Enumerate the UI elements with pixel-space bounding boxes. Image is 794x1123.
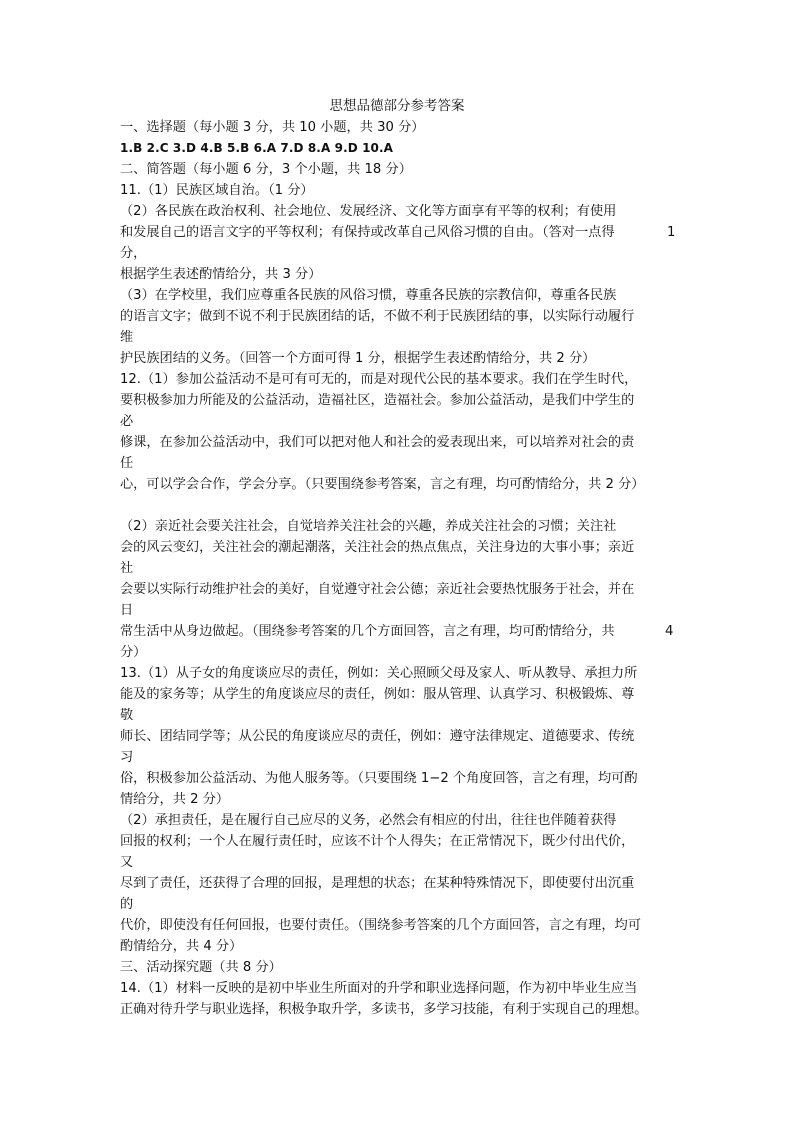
answer-line: 常生活中从身边做起。（围绕参考答案的几个方面回答，言之有理，均可酌情给分，共: [120, 624, 615, 639]
answer-line: 的: [120, 897, 134, 912]
answer-line: 修课，在参加公益活动中，我们可以把对他人和社会的爱表现出来，可以培养对社会的责: [120, 435, 635, 450]
answer-line: 维: [120, 330, 134, 345]
answer-line-overflow: 4: [665, 624, 674, 639]
answer-line: 11.（1）民族区域自治。（1 分）: [120, 183, 314, 198]
answer-line: 代价，即使没有任何回报，也要付责任。（围绕参考答案的几个方面回答，言之有理，均可: [120, 918, 641, 933]
answer-line-overflow: 1: [667, 225, 676, 240]
answer-line: 又: [120, 855, 134, 870]
section-heading: 二、简答题（每小题 6 分，3 个小题，共 18 分）: [120, 162, 412, 177]
answer-line: 社: [120, 561, 134, 576]
answer-line: 回报的权利；一个人在履行责任时，应该不计个人得失；在正常情况下，既少付出代价，: [120, 834, 635, 849]
answer-line: 任: [120, 456, 134, 471]
answer-line: 要积极参加力所能及的公益活动，造福社区，造福社会。参加公益活动，是我们中学生的: [120, 393, 635, 408]
page-title: 思想品德部分参考答案: [329, 98, 465, 114]
answer-line: 14.（1）材料一反映的是初中毕业生所面对的升学和职业选择问题，作为初中毕业生应当: [120, 981, 638, 996]
answer-line: 分）: [120, 645, 147, 660]
answer-line: 13.（1）从子女的角度谈应尽的责任，例如：关心照顾父母及家人、听从教导、承担力所: [120, 666, 638, 681]
answer-line: 护民族团结的义务。（回答一个方面可得 1 分，根据学生表述酌情给分，共 2 分）: [120, 351, 596, 366]
multiple-choice-answers: 1.B 2.C 3.D 4.B 5.B 6.A 7.D 8.A 9.D 10.A: [120, 141, 394, 155]
answer-line: 敬: [120, 708, 134, 723]
answer-line: （2）承担责任，是在履行自己应尽的义务，必然会有相应的付出，往往也伴随着获得: [120, 813, 617, 828]
section-heading: 三、活动探究题（共 8 分）: [120, 960, 282, 975]
answer-line: 能及的家务等；从学生的角度谈应尽的责任，例如：服从管理、认真学习、积极锻炼、尊: [120, 687, 635, 702]
answer-line: 正确对待升学与职业选择，积极争取升学，多读书，多学习技能，有利于实现自己的理想。: [120, 1002, 648, 1017]
answer-line: 日: [120, 603, 134, 618]
answer-line: 俗，积极参加公益活动、为他人服务等。（只要围绕 1−2 个角度回答，言之有理，均可酌: [120, 771, 638, 786]
answer-line: 会要以实际行动维护社会的美好，自觉遵守社会公德；亲近社会要热忱服务于社会，并在: [120, 582, 635, 597]
answer-line: （2）亲近社会要关注社会，自觉培养关注社会的兴趣，养成关注社会的习惯；关注社: [120, 519, 617, 534]
answer-line: 情给分，共 2 分）: [120, 792, 230, 807]
answer-line: 的语言文字；做到不说不利于民族团结的话，不做不利于民族团结的事，以实际行动履行: [120, 309, 635, 324]
answer-line: （2）各民族在政治权利、社会地位、发展经济、文化等方面享有平等的权利；有使用: [120, 204, 617, 219]
answer-line: 分，: [120, 246, 147, 261]
answer-line: 12.（1）参加公益活动不是可有可无的，而是对现代公民的基本要求。我们在学生时代，: [120, 372, 638, 387]
answer-line: 师长、团结同学等；从公民的角度谈应尽的责任，例如：遵守法律规定、道德要求、传统: [120, 729, 635, 744]
answer-line: 根据学生表述酌情给分，共 3 分）: [120, 267, 322, 282]
answer-line: 会的风云变幻，关注社会的潮起潮落，关注社会的热点焦点，关注身边的大事小事；亲近: [120, 540, 635, 555]
answer-line: （3）在学校里，我们应尊重各民族的风俗习惯，尊重各民族的宗教信仰，尊重各民族: [120, 288, 617, 303]
answer-line: 尽到了责任，还获得了合理的回报，是理想的状态；在某种特殊情况下，即使要付出沉重: [120, 876, 635, 891]
answer-line: 心，可以学会合作，学会分享。（只要围绕参考答案，言之有理，均可酌情给分，共 2 分）: [120, 477, 645, 492]
answer-line: 和发展自己的语言文字的平等权利；有保持或改革自己风俗习惯的自由。（答对一点得: [120, 225, 615, 240]
answer-line: 必: [120, 414, 134, 429]
answer-line: 酌情给分，共 4 分）: [120, 939, 243, 954]
section-heading: 一、选择题（每小题 3 分，共 10 小题，共 30 分）: [120, 120, 425, 135]
answer-line: 习: [120, 750, 134, 765]
